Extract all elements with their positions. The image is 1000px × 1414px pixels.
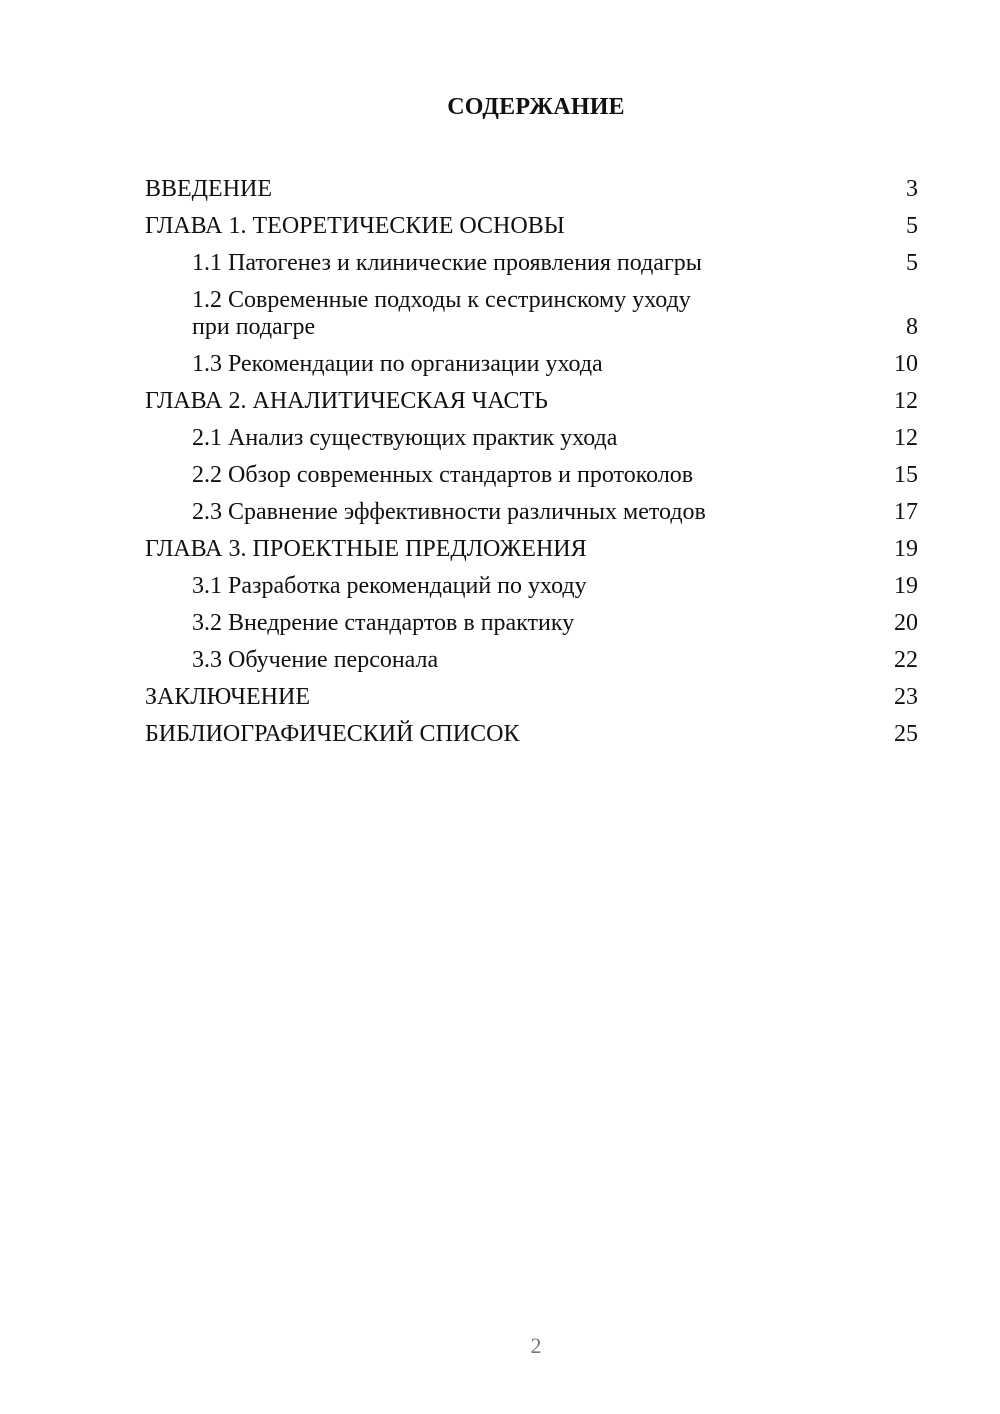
toc-entry-chapter-1[interactable]: [145, 203, 918, 240]
toc-entry-section-3-3[interactable]: [145, 637, 918, 674]
toc-entry-page: 22: [894, 647, 918, 673]
toc-entry-page: 8: [906, 314, 918, 340]
toc-entry-label: ВВЕДЕНИЕ: [145, 176, 273, 202]
toc-entry-label: ГЛАВА 3. ПРОЕКТНЫЕ ПРЕДЛОЖЕНИЯ: [145, 536, 587, 562]
toc-entry-label: 1.2 Современные подходы к сестринскому уходу при подагре: [192, 287, 691, 340]
page-number: 2: [530, 1333, 542, 1358]
toc-entry-page: 5: [906, 213, 918, 239]
table-of-contents: [145, 166, 918, 748]
toc-entry-section-1-1[interactable]: [145, 240, 918, 277]
toc-entry-page: 12: [894, 388, 918, 414]
toc-entry-label: 3.1 Разработка рекомендаций по уходу: [192, 573, 587, 599]
toc-entry-page: 25: [894, 721, 918, 747]
page-title: СОДЕРЖАНИЕ: [447, 94, 625, 120]
toc-entry-page: 17: [894, 499, 918, 525]
toc-entry-section-2-3[interactable]: [145, 489, 918, 526]
toc-entry-label: 3.3 Обучение персонала: [192, 647, 439, 673]
toc-entry-label: 2.2 Обзор современных стандартов и протоколов: [192, 462, 694, 488]
toc-entry-label: 2.3 Сравнение эффективности различных методов: [192, 499, 706, 525]
toc-entry-section-3-2[interactable]: [145, 600, 918, 637]
toc-entry-bibliography[interactable]: [145, 711, 918, 748]
toc-entry-section-1-3[interactable]: [145, 341, 918, 378]
toc-entry-page: 23: [894, 684, 918, 710]
toc-entry-label: ГЛАВА 2. АНАЛИТИЧЕСКАЯ ЧАСТЬ: [145, 388, 548, 414]
toc-entry-label: БИБЛИОГРАФИЧЕСКИЙ СПИСОК: [145, 721, 520, 747]
toc-entry-page: 19: [894, 536, 918, 562]
toc-entry-page: 12: [894, 425, 918, 451]
toc-entry-section-2-2[interactable]: [145, 452, 918, 489]
toc-entry-section-3-1[interactable]: [145, 563, 918, 600]
toc-entry-label: 1.3 Рекомендации по организации ухода: [192, 351, 603, 377]
toc-entry-chapter-3[interactable]: [145, 526, 918, 563]
toc-entry-page: 5: [906, 250, 918, 276]
toc-entry-conclusion[interactable]: [145, 674, 918, 711]
toc-entry-label: 3.2 Внедрение стандартов в практику: [192, 610, 575, 636]
toc-entry-introduction[interactable]: [145, 166, 918, 203]
toc-entry-label: 2.1 Анализ существующих практик ухода: [192, 425, 618, 451]
toc-entry-section-2-1[interactable]: [145, 415, 918, 452]
toc-entry-page: 19: [894, 573, 918, 599]
toc-entry-label: ГЛАВА 1. ТЕОРЕТИЧЕСКИЕ ОСНОВЫ: [145, 213, 565, 239]
toc-entry-page: 10: [894, 351, 918, 377]
toc-entry-chapter-2[interactable]: [145, 378, 918, 415]
toc-entry-page: 3: [906, 176, 918, 202]
toc-entry-label: 1.1 Патогенез и клинические проявления подагры: [192, 250, 702, 276]
toc-entry-section-1-2[interactable]: [145, 277, 918, 341]
toc-entry-label: ЗАКЛЮЧЕНИЕ: [145, 684, 310, 710]
toc-entry-page: 15: [894, 462, 918, 488]
toc-entry-page: 20: [894, 610, 918, 636]
